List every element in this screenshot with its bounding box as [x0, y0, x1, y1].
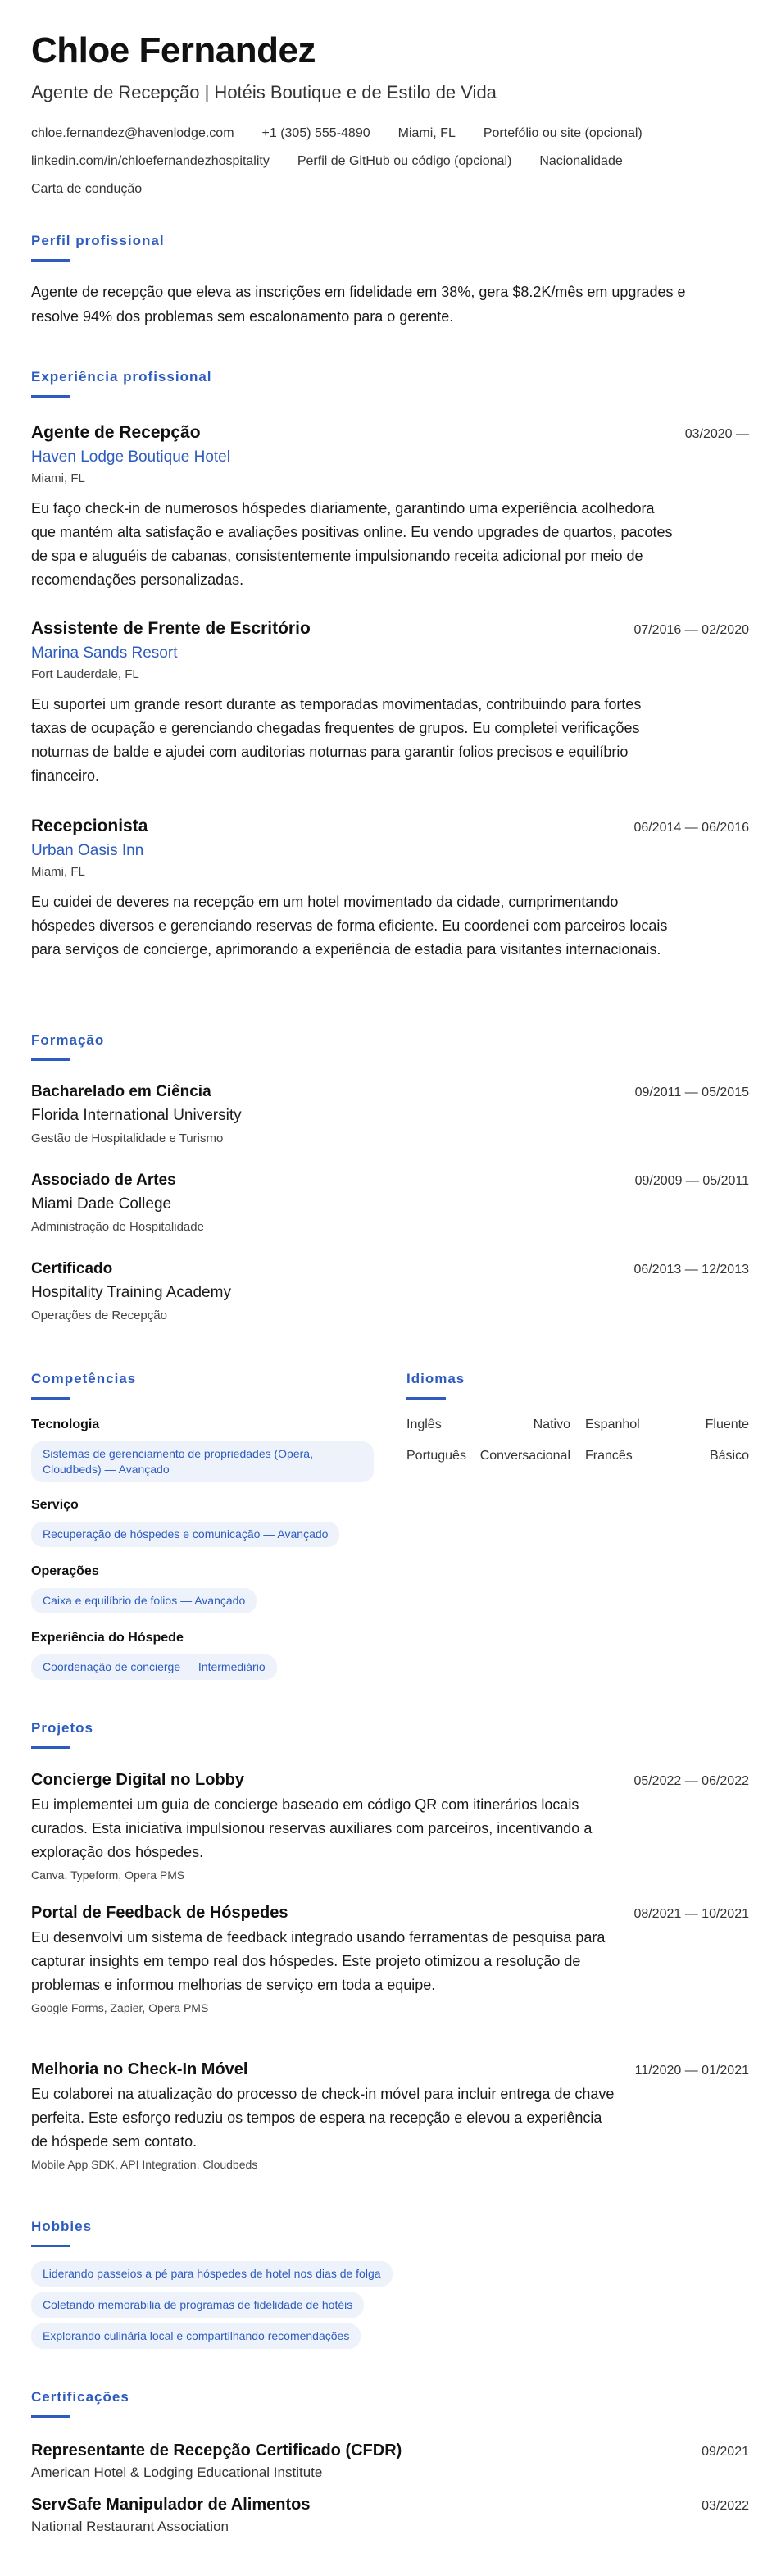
certification-item: [31, 2496, 749, 2536]
section-title: Perfil profissional: [31, 233, 165, 248]
job-dates: 07/2016 — 02/2020: [633, 623, 749, 637]
job-title: Recepcionista: [31, 817, 148, 835]
language-name: Espanhol: [585, 1418, 640, 1431]
job-title: Agente de Recepção: [31, 423, 201, 442]
project-description: Eu colaborei na atualização do processo de check-in móvel para incluir entrega de chave perfeita. Este esforço reduziu os tempos de espera na recepção e elevou a experiência de hóspede sem contato.: [31, 2086, 615, 2150]
project-title: Concierge Digital no Lobby: [31, 1771, 245, 1789]
education-dates: 09/2011 — 05/2015: [634, 1085, 749, 1099]
section-title: Projetos: [31, 1720, 94, 1736]
certification-title: ServSafe Manipulador de Alimentos: [31, 2496, 311, 2514]
school-name: Miami Dade College: [31, 1195, 172, 1213]
contact-portfolio[interactable]: Portefólio ou site (opcional): [483, 126, 643, 140]
job-title: Assistente de Frente de Escritório: [31, 619, 311, 638]
section-divider: [31, 1058, 70, 1061]
section-divider: [31, 2245, 70, 2247]
project-tech: Canva, Typeform, Opera PMS: [31, 1868, 185, 1882]
certification-item: [31, 2442, 749, 2482]
skill-group: [31, 1417, 374, 1482]
section-divider: [406, 1397, 446, 1400]
contact-phone[interactable]: +1 (305) 555-4890: [261, 126, 370, 140]
section-title: Hobbies: [31, 2219, 93, 2234]
languages-section: [406, 1371, 749, 1486]
profile-summary: Agente de recepção que eleva as inscrições em fidelidade em 38%, gera $8.2K/mês em upgrades e resolve 94% dos problemas sem escalonamento para o gerente.: [31, 284, 686, 325]
job-dates: 03/2020 —: [684, 427, 749, 441]
section-divider: [31, 2415, 70, 2418]
project-tech: Mobile App SDK, API Integration, Cloudbeds: [31, 2158, 258, 2171]
hobby-chip-wrap: [31, 2261, 393, 2287]
project-description: Eu implementei um guia de concierge baseado em código QR com itinerários locais curados. Esta iniciativa impulsionou reservas auxiliares com parceiros, incentivando a exploração dos hóspedes.: [31, 1796, 593, 1860]
project-dates: 05/2022 — 06/2022: [633, 1774, 749, 1788]
project-item: [31, 2060, 749, 2172]
candidate-headline: Agente de Recepção | Hotéis Boutique e de Estilo de Vida: [31, 82, 497, 102]
language-level: Nativo: [533, 1418, 570, 1431]
language-name: Inglês: [406, 1418, 442, 1431]
section-title: Certificações: [31, 2389, 129, 2405]
section-divider: [31, 1397, 70, 1400]
contact-location: Miami, FL: [397, 126, 456, 140]
project-item: [31, 1904, 749, 2015]
hobbies-section: [31, 2219, 749, 2358]
certification-date: 03/2022: [702, 2499, 749, 2513]
hobby-chip: Liderando passeios a pé para hóspedes de hotel nos dias de folga: [31, 2261, 393, 2287]
experience-section: [31, 369, 749, 1008]
project-title: Melhoria no Check-In Móvel: [31, 2060, 248, 2078]
degree: Certificado: [31, 1260, 113, 1277]
field-of-study: Gestão de Hospitalidade e Turismo: [31, 1131, 224, 1145]
project-description: Eu desenvolvi um sistema de feedback integrado usando ferramentas de pesquisa para capturar insights em tempo real dos hóspedes. Este projeto otimizou a resolução de problemas e informou melhorias de serviço em toda a equipe.: [31, 1929, 606, 1993]
education-dates: 06/2013 — 12/2013: [633, 1263, 749, 1277]
education-item: [31, 1083, 749, 1147]
experience-item: [31, 619, 749, 788]
skill-chip: Recuperação de hóspedes e comunicação — Avançado: [31, 1522, 339, 1547]
skill-chip: Sistemas de gerenciamento de propriedades (Opera, Cloudbeds) — Avançado: [31, 1441, 374, 1482]
projects-section: [31, 1720, 749, 2187]
contact-linkedin[interactable]: linkedin.com/in/chloefernandezhospitality: [31, 154, 270, 168]
section-divider: [31, 1746, 70, 1749]
skill-chip: Coordenação de concierge — Intermediário: [31, 1654, 277, 1680]
section-title: Idiomas: [406, 1371, 465, 1386]
education-dates: 09/2009 — 05/2011: [634, 1174, 749, 1188]
section-divider: [31, 395, 70, 398]
certification-date: 09/2021: [702, 2445, 749, 2459]
contact-nationality: Nacionalidade: [539, 154, 623, 168]
field-of-study: Operações de Recepção: [31, 1308, 167, 1322]
contact-email[interactable]: chloe.fernandez@havenlodge.com: [31, 126, 234, 140]
skill-category: Operações: [31, 1564, 99, 1578]
language-level: Fluente: [705, 1418, 749, 1431]
project-dates: 08/2021 — 10/2021: [633, 1907, 749, 1921]
certifications-section: [31, 2389, 749, 2553]
language-level: Conversacional: [479, 1449, 570, 1463]
school-name: Hospitality Training Academy: [31, 1284, 231, 1301]
section-divider: [31, 259, 70, 262]
company-name: Haven Lodge Boutique Hotel: [31, 448, 230, 466]
hobby-chip: Explorando culinária local e compartilhando recomendações: [31, 2323, 361, 2349]
job-description: Eu suportei um grande resort durante as temporadas movimentadas, contribuindo para fortes taxas de ocupação e gerenciando chegadas frequentes de grupos. Eu completei verificações noturnas de balde e ajudei com auditorias noturnas para garantir folios precisos e equilíbrio financeiro.: [31, 696, 642, 784]
language-name: Francês: [585, 1449, 633, 1463]
experience-item: [31, 423, 749, 592]
degree: Bacharelado em Ciência: [31, 1083, 211, 1100]
hobby-chip-wrap: [31, 2323, 361, 2349]
skill-category: Serviço: [31, 1498, 79, 1512]
field-of-study: Administração de Hospitalidade: [31, 1220, 204, 1234]
job-location: Miami, FL: [31, 865, 85, 879]
job-description: Eu cuidei de deveres na recepção em um hotel movimentado da cidade, cumprimentando hóspedes diversos e gerenciando reservas de forma eficiente. Eu coordenei com parceiros locais para serviços de concierge, aprimorando a experiência de estadia para visitantes internacionais.: [31, 894, 668, 958]
candidate-name: Chloe Fernandez: [31, 30, 316, 71]
language-name: Português: [406, 1449, 466, 1463]
school-name: Florida International University: [31, 1107, 242, 1124]
skill-chip: Caixa e equilíbrio de folios — Avançado: [31, 1588, 257, 1613]
degree: Associado de Artes: [31, 1172, 176, 1189]
company-name: Urban Oasis Inn: [31, 842, 144, 859]
certification-issuer: National Restaurant Association: [31, 2519, 229, 2534]
project-tech: Google Forms, Zapier, Opera PMS: [31, 2001, 209, 2014]
company-name: Marina Sands Resort: [31, 644, 178, 662]
section-title: Experiência profissional: [31, 369, 212, 385]
job-location: Miami, FL: [31, 471, 85, 485]
education-section: [31, 1032, 749, 1344]
job-location: Fort Lauderdale, FL: [31, 667, 139, 681]
section-title: Competências: [31, 1371, 137, 1386]
certification-title: Representante de Recepção Certificado (CFDR): [31, 2442, 402, 2460]
project-item: [31, 1771, 749, 1882]
section-title: Formação: [31, 1032, 105, 1048]
skill-category: Experiência do Hóspede: [31, 1631, 184, 1645]
skill-group: [31, 1630, 277, 1680]
profile-section: [31, 233, 749, 329]
job-description: Eu faço check-in de numerosos hóspedes diariamente, garantindo uma experiência acolhedora que mantém alta satisfação e avaliações positivas online. Eu vendo upgrades de quartos, pacotes de spa e aluguéis de cabanas, consistentemente impulsionando receita adicional por meio de recomendações personalizadas.: [31, 500, 673, 588]
contact-list: [31, 120, 749, 203]
job-dates: 06/2014 — 06/2016: [633, 821, 749, 835]
resume-header: [31, 31, 749, 203]
education-item: [31, 1172, 749, 1236]
contact-license: Carta de condução: [31, 182, 143, 196]
experience-item: [31, 817, 749, 962]
skill-group: [31, 1563, 257, 1613]
project-title: Portal de Feedback de Hóspedes: [31, 1904, 288, 1922]
skills-section: [31, 1371, 375, 1691]
hobby-chip-wrap: [31, 2292, 364, 2318]
hobby-chip: Coletando memorabilia de programas de fidelidade de hotéis: [31, 2292, 364, 2318]
language-level: Básico: [709, 1449, 749, 1463]
contact-github[interactable]: Perfil de GitHub ou código (opcional): [297, 154, 512, 168]
skill-group: [31, 1497, 339, 1547]
education-item: [31, 1260, 749, 1324]
project-dates: 11/2020 — 01/2021: [634, 2064, 749, 2078]
skill-category: Tecnologia: [31, 1418, 100, 1431]
certification-issuer: American Hotel & Lodging Educational Institute: [31, 2464, 323, 2480]
